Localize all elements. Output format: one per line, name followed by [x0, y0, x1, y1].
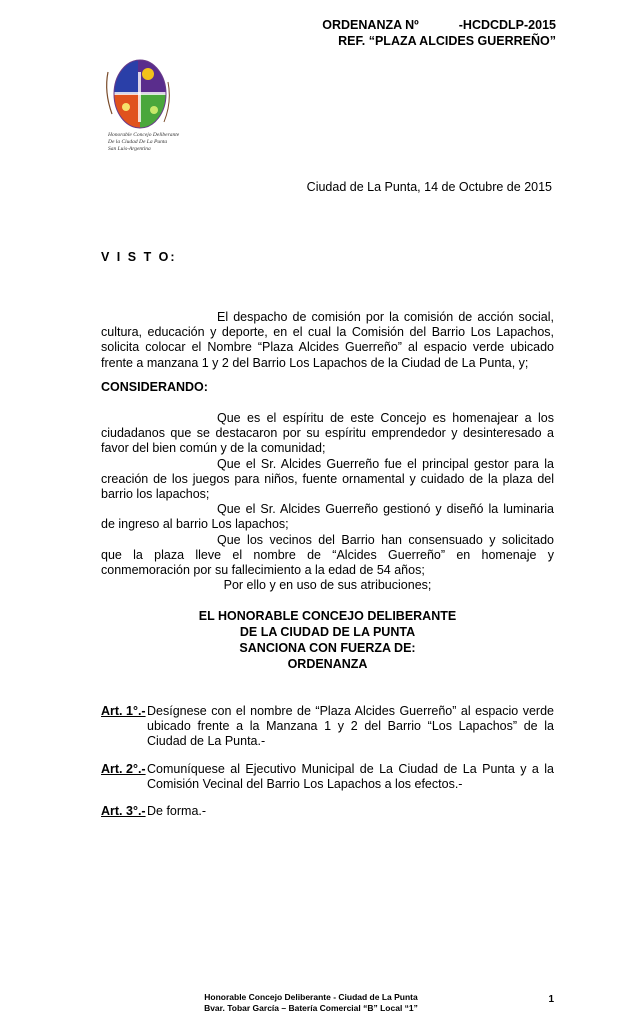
ordenanza-label: ORDENANZA Nº [322, 18, 419, 32]
considerando-paragraph: Que el Sr. Alcides Guerreño gestionó y diseñó la luminaria de ingreso al barrio Los lapachos; [101, 502, 554, 532]
reference-line: REF. “PLAZA ALCIDES GUERREÑO” [338, 34, 556, 48]
article-label: Art. 3°.- [101, 804, 146, 818]
article-text: Comuníquese al Ejecutivo Municipal de La Ciudad de La Punta y a la Comisión Vecinal del Barrio Los Lapachos a los efectos.- [147, 762, 554, 792]
por-ello-line: Por ello y en uso de sus atribuciones; [223, 578, 432, 592]
ordenanza-code: -HCDCDLP-2015 [458, 18, 556, 32]
visto-paragraph: El despacho de comisión por la comisión de acción social, cultura, educación y deporte, en el cual la Comisión del Barrio Los Lapachos, solicita colocar el Nombre “Plaza Alcides Guerreño” al espacio verde ubicado frente a manzana 1 y 2 del Barrio Los Lapachos de la Ciudad de La Punta, y; [101, 310, 554, 370]
article-3 [101, 804, 554, 819]
considerando-paragraph: Que el Sr. Alcides Guerreño fue el principal gestor para la creación de los juegos para niños, fuente ornamental y cuidado de la plaza del barrio los lapachos; [101, 456, 554, 502]
footer-line-2: Bvar. Tobar García – Batería Comercial “B” Local “1” [204, 1002, 418, 1013]
article-text: Desígnese con el nombre de “Plaza Alcides Guerreño” al espacio verde ubicado frente a la Manzana 1 y 2 del Barrio “Los Lapachos” de la Ciudad de La Punta.- [147, 704, 554, 749]
considerando-paragraphs [101, 411, 554, 578]
logo-caption: Honorable Concejo Deliberante De la Ciudad De La Punta San Luis-Argentina [108, 132, 180, 152]
footer-line-1: Honorable Concejo Deliberante - Ciudad de La Punta [204, 992, 418, 1002]
page-footer [0, 992, 622, 1013]
article-2 [101, 762, 554, 792]
ordenanza-number [322, 18, 556, 33]
sanciona-block: EL HONORABLE CONCEJO DELIBERANTE DE LA CIUDAD DE LA PUNTA SANCIONA CON FUERZA DE: ORDENANZA [198, 609, 457, 671]
considerando-heading: CONSIDERANDO: [101, 380, 208, 394]
visto-heading: V I S T O: [101, 250, 177, 264]
considerando-paragraph: Que los vecinos del Barrio han consensuado y solicitado que la plaza lleve el nombre de “Alcides Guerreño” en homenaje y conmemoración por su fallecimiento a la edad de 54 años; [101, 532, 554, 578]
article-1 [101, 704, 554, 750]
considerando-paragraph: Que es el espíritu de este Concejo es homenajear a los ciudadanos que se destacaron por su espíritu emprendedor y desinteresado a favor del bien común y de la comunidad; [101, 411, 554, 456]
article-text: De forma.- [147, 804, 207, 818]
page-number: 1 [548, 994, 554, 1005]
date-line: Ciudad de La Punta, 14 de Octubre de 2015 [306, 180, 552, 194]
article-label: Art. 2°.- [101, 762, 146, 776]
council-logo [98, 52, 172, 144]
article-label: Art. 1°.- [101, 704, 146, 718]
